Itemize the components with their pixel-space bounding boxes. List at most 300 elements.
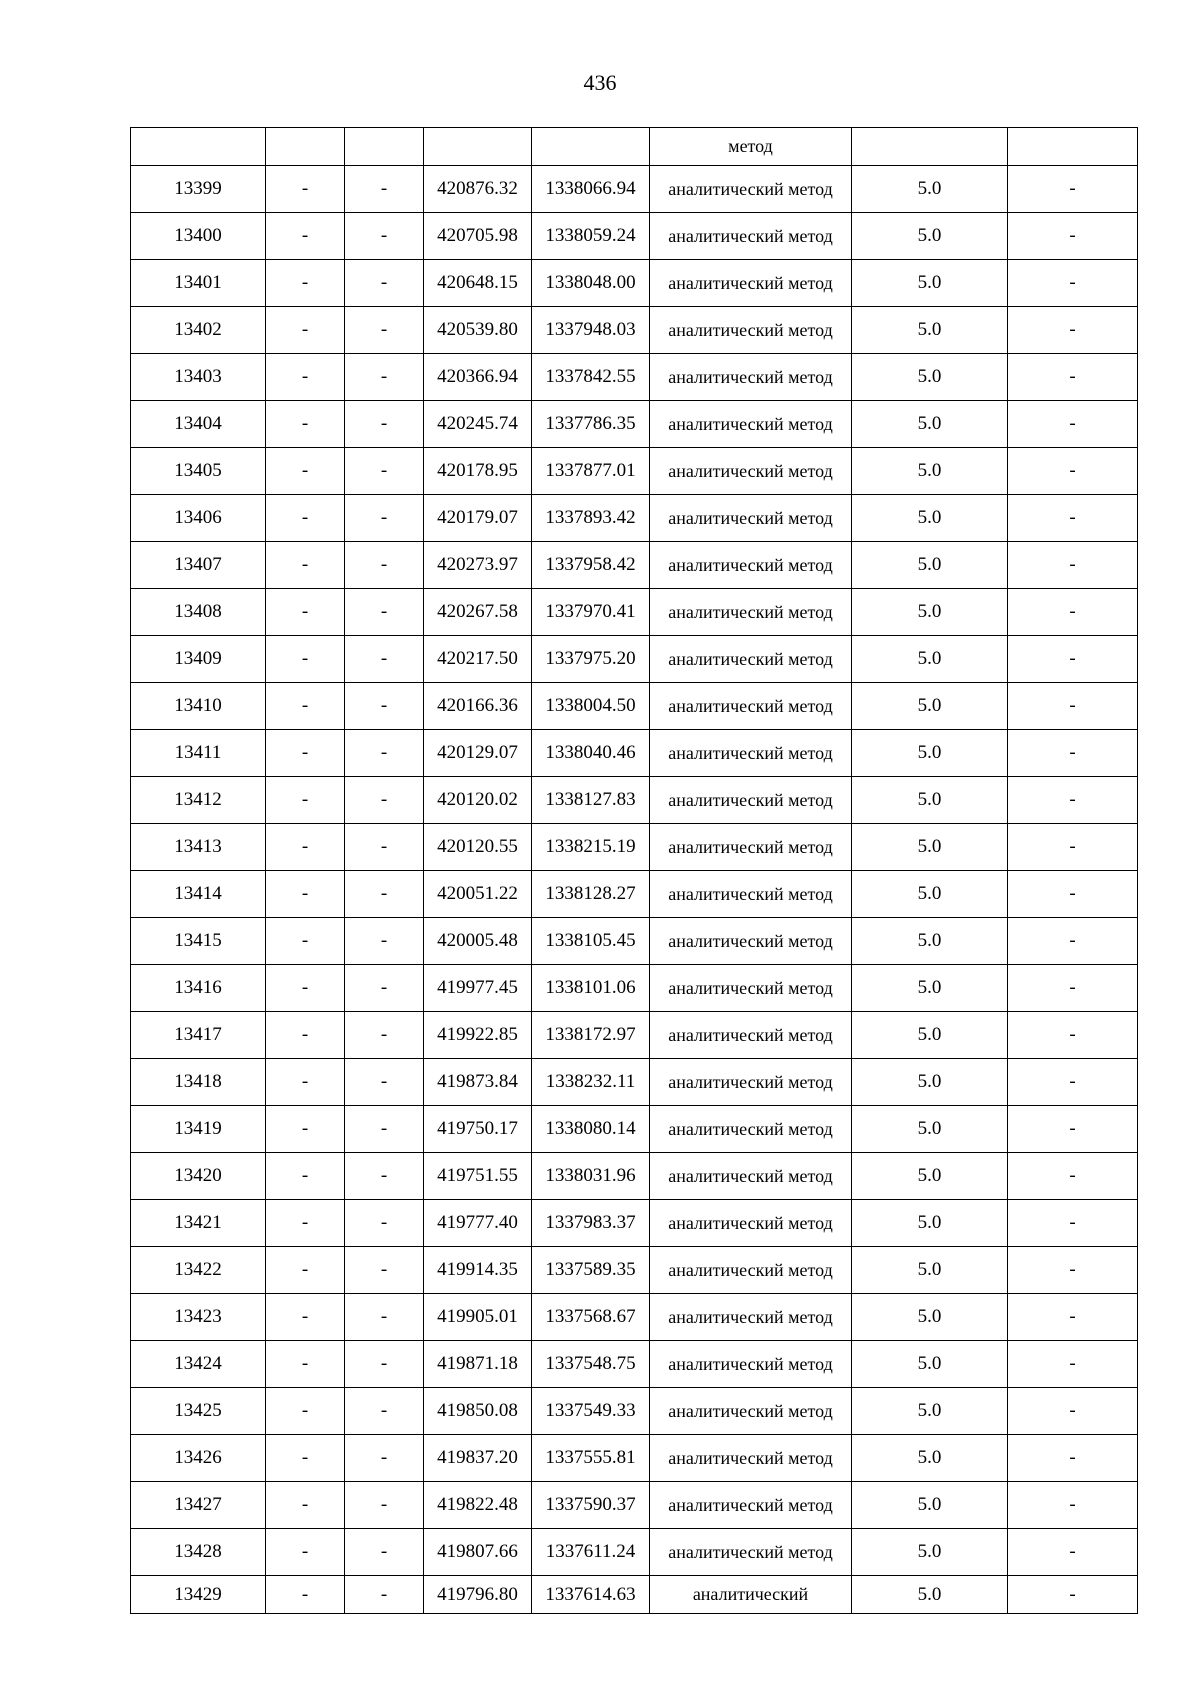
method-text: аналитический метод [668, 413, 833, 434]
method-text: аналитический метод [668, 1306, 833, 1327]
cell-point-number: 13420 [131, 1153, 266, 1200]
table-row [131, 1059, 1138, 1106]
cell-col3: - [345, 1153, 424, 1200]
cell-point-number: 13427 [131, 1482, 266, 1529]
cell-method [650, 1388, 852, 1435]
cell-point-number: 13412 [131, 777, 266, 824]
cell-y-coordinate: 1338105.45 [532, 918, 650, 965]
cell-y-coordinate: 1337970.41 [532, 589, 650, 636]
cell-col2: - [266, 1153, 345, 1200]
cell-x-coordinate: 419837.20 [424, 1435, 532, 1482]
table-row [131, 636, 1138, 683]
cell-y-coordinate: 1337590.37 [532, 1482, 650, 1529]
cell-method [650, 589, 852, 636]
table-row [131, 354, 1138, 401]
cell-col2: - [266, 354, 345, 401]
table-row [131, 213, 1138, 260]
cell-accuracy: 5.0 [852, 589, 1008, 636]
method-text: аналитический метод [668, 1118, 833, 1139]
cell-accuracy: 5.0 [852, 1576, 1008, 1614]
cell-x-coordinate: 420051.22 [424, 871, 532, 918]
cell-note: - [1008, 542, 1138, 589]
cell-y-coordinate: 1337983.37 [532, 1200, 650, 1247]
cell-col2: - [266, 401, 345, 448]
cell-accuracy: 5.0 [852, 260, 1008, 307]
cell-note: - [1008, 1435, 1138, 1482]
cell-method [650, 448, 852, 495]
cell-col2: - [266, 1482, 345, 1529]
cell-method [650, 495, 852, 542]
cell-col3: - [345, 260, 424, 307]
cell-x-coordinate: 419777.40 [424, 1200, 532, 1247]
cell-x-coordinate: 420245.74 [424, 401, 532, 448]
cell-accuracy: 5.0 [852, 1388, 1008, 1435]
cell-point-number: 13415 [131, 918, 266, 965]
cell-point-number: 13425 [131, 1388, 266, 1435]
cell-col3: - [345, 1200, 424, 1247]
cell-method [650, 1576, 852, 1614]
cell-note: - [1008, 1294, 1138, 1341]
cell-note: - [1008, 918, 1138, 965]
cell-point-number: 13401 [131, 260, 266, 307]
cell-col3: - [345, 1435, 424, 1482]
table-row [131, 1576, 1138, 1614]
cell-method [650, 260, 852, 307]
cell-col3: - [345, 1059, 424, 1106]
cell-note: - [1008, 1247, 1138, 1294]
cell-x-coordinate: 419807.66 [424, 1529, 532, 1576]
cell-col2: - [266, 1247, 345, 1294]
cell-x-coordinate: 419922.85 [424, 1012, 532, 1059]
cell-note: - [1008, 1529, 1138, 1576]
cell-accuracy: 5.0 [852, 213, 1008, 260]
cell-y-coordinate: 1337549.33 [532, 1388, 650, 1435]
cell-col2: - [266, 683, 345, 730]
cell-col2: - [266, 871, 345, 918]
cell-accuracy: 5.0 [852, 777, 1008, 824]
cell-point-number: 13428 [131, 1529, 266, 1576]
cell-y-coordinate: 1338059.24 [532, 213, 650, 260]
cell-x-coordinate: 420705.98 [424, 213, 532, 260]
cell-note: - [1008, 1388, 1138, 1435]
cell-method [650, 636, 852, 683]
cell-point-number: 13426 [131, 1435, 266, 1482]
cell-x-coordinate: 419796.80 [424, 1576, 532, 1614]
cell-note: - [1008, 683, 1138, 730]
cell-col2: - [266, 1576, 345, 1614]
cell-x-coordinate: 420217.50 [424, 636, 532, 683]
cell-accuracy: 5.0 [852, 636, 1008, 683]
table-row [131, 1294, 1138, 1341]
cell-col3: - [345, 636, 424, 683]
cell-point-number: 13421 [131, 1200, 266, 1247]
table-row [131, 495, 1138, 542]
cell-accuracy: 5.0 [852, 1529, 1008, 1576]
method-text: аналитический метод [668, 977, 833, 998]
cell-accuracy: 5.0 [852, 1341, 1008, 1388]
cell-note: - [1008, 307, 1138, 354]
cell-method [650, 542, 852, 589]
cell-note: - [1008, 730, 1138, 777]
cell-x-coordinate: 420178.95 [424, 448, 532, 495]
cell-col3: - [345, 1388, 424, 1435]
cell-method [650, 1529, 852, 1576]
cell-y-coordinate: 1337589.35 [532, 1247, 650, 1294]
cell-col3: - [345, 1482, 424, 1529]
method-text: аналитический метод [668, 1400, 833, 1421]
cell-y-coordinate: 1337877.01 [532, 448, 650, 495]
cell-note: - [1008, 354, 1138, 401]
cell-x-coordinate: 419977.45 [424, 965, 532, 1012]
cell-x-coordinate: 420366.94 [424, 354, 532, 401]
cell-method [650, 871, 852, 918]
cell-method [650, 1106, 852, 1153]
cell-point-number: 13403 [131, 354, 266, 401]
cell-method [650, 777, 852, 824]
cell-y-coordinate: 1337555.81 [532, 1435, 650, 1482]
cell-method [650, 824, 852, 871]
cell-note: - [1008, 1576, 1138, 1614]
cell-note: - [1008, 1200, 1138, 1247]
cell-point-number: 13408 [131, 589, 266, 636]
method-text: аналитический метод [668, 1259, 833, 1280]
cell-col2: - [266, 307, 345, 354]
method-text: аналитический метод [668, 319, 833, 340]
method-text: аналитический метод [668, 695, 833, 716]
cell-y-coordinate: 1338040.46 [532, 730, 650, 777]
table-row [131, 1012, 1138, 1059]
cell-col3: - [345, 307, 424, 354]
method-text: аналитический метод [668, 460, 833, 481]
cell-note: - [1008, 1012, 1138, 1059]
table-row [131, 1153, 1138, 1200]
cell-y-coordinate: 1337614.63 [532, 1576, 650, 1614]
cell-note: - [1008, 1341, 1138, 1388]
method-text: аналитический метод [668, 366, 833, 387]
cell-y-coordinate: 1337975.20 [532, 636, 650, 683]
table-row [131, 260, 1138, 307]
method-text: аналитический метод [668, 178, 833, 199]
cell-col2: - [266, 213, 345, 260]
cell-col3: - [345, 1012, 424, 1059]
cell-y-coordinate: 1338080.14 [532, 1106, 650, 1153]
cell-note: - [1008, 1482, 1138, 1529]
cell-accuracy: 5.0 [852, 1294, 1008, 1341]
cell-col3: - [345, 824, 424, 871]
cell-col2: - [266, 166, 345, 213]
method-text: аналитический метод [668, 1165, 833, 1186]
cell-y-coordinate: 1337548.75 [532, 1341, 650, 1388]
cell-y-coordinate: 1338172.97 [532, 1012, 650, 1059]
cell-x-coordinate: 419750.17 [424, 1106, 532, 1153]
cell-point-number: 13406 [131, 495, 266, 542]
cell-note: - [1008, 1106, 1138, 1153]
cell-x-coordinate: 419914.35 [424, 1247, 532, 1294]
method-text: аналитический метод [668, 883, 833, 904]
cell-col3: - [345, 448, 424, 495]
cell-col3: - [345, 589, 424, 636]
cell-point-number: 13400 [131, 213, 266, 260]
table-row [131, 918, 1138, 965]
cell-col3: - [345, 495, 424, 542]
cell-y-coordinate: 1337893.42 [532, 495, 650, 542]
cell-point-number: 13423 [131, 1294, 266, 1341]
table-row [131, 730, 1138, 777]
cell-y-coordinate: 1338066.94 [532, 166, 650, 213]
cell-col3: - [345, 871, 424, 918]
cell-method [650, 401, 852, 448]
cell-note: - [1008, 824, 1138, 871]
cell-method [650, 730, 852, 777]
cell-col3: - [345, 918, 424, 965]
cell-method [650, 354, 852, 401]
cell-method [650, 213, 852, 260]
cell-empty [1008, 128, 1138, 166]
method-text: аналитический метод [668, 1447, 833, 1468]
cell-note: - [1008, 589, 1138, 636]
cell-col3: - [345, 354, 424, 401]
cell-note: - [1008, 1153, 1138, 1200]
table-row [131, 401, 1138, 448]
table-row [131, 1106, 1138, 1153]
cell-col3: - [345, 683, 424, 730]
cell-method [650, 1341, 852, 1388]
cell-accuracy: 5.0 [852, 824, 1008, 871]
cell-method [650, 918, 852, 965]
page-number: 436 [583, 70, 617, 95]
cell-y-coordinate: 1338101.06 [532, 965, 650, 1012]
cell-y-coordinate: 1338215.19 [532, 824, 650, 871]
cell-x-coordinate: 420648.15 [424, 260, 532, 307]
cell-x-coordinate: 420876.32 [424, 166, 532, 213]
cell-note: - [1008, 871, 1138, 918]
cell-method-continuation: метод [650, 128, 852, 166]
cell-point-number: 13429 [131, 1576, 266, 1614]
cell-empty [131, 128, 266, 166]
cell-accuracy: 5.0 [852, 542, 1008, 589]
table-row [131, 683, 1138, 730]
cell-col3: - [345, 730, 424, 777]
cell-note: - [1008, 495, 1138, 542]
cell-col2: - [266, 965, 345, 1012]
cell-col2: - [266, 542, 345, 589]
cell-col2: - [266, 636, 345, 683]
cell-note: - [1008, 448, 1138, 495]
cell-method [650, 1435, 852, 1482]
method-text: аналитический метод [668, 789, 833, 810]
cell-col2: - [266, 824, 345, 871]
cell-method [650, 1012, 852, 1059]
cell-col2: - [266, 1106, 345, 1153]
cell-x-coordinate: 420120.02 [424, 777, 532, 824]
cell-point-number: 13416 [131, 965, 266, 1012]
cell-accuracy: 5.0 [852, 730, 1008, 777]
cell-note: - [1008, 260, 1138, 307]
cell-method [650, 307, 852, 354]
cell-point-number: 13419 [131, 1106, 266, 1153]
cell-col2: - [266, 1435, 345, 1482]
cell-point-number: 13410 [131, 683, 266, 730]
cell-col2: - [266, 495, 345, 542]
table-row [131, 871, 1138, 918]
cell-point-number: 13411 [131, 730, 266, 777]
cell-point-number: 13399 [131, 166, 266, 213]
method-text: аналитический [692, 1584, 809, 1604]
cell-accuracy: 5.0 [852, 166, 1008, 213]
cell-col3: - [345, 777, 424, 824]
cell-x-coordinate: 419850.08 [424, 1388, 532, 1435]
cell-x-coordinate: 420179.07 [424, 495, 532, 542]
cell-col3: - [345, 1529, 424, 1576]
cell-y-coordinate: 1337568.67 [532, 1294, 650, 1341]
table-row [131, 166, 1138, 213]
cell-x-coordinate: 420539.80 [424, 307, 532, 354]
method-text: аналитический метод [668, 1071, 833, 1092]
cell-method [650, 1153, 852, 1200]
cell-x-coordinate: 420267.58 [424, 589, 532, 636]
cell-accuracy: 5.0 [852, 1153, 1008, 1200]
method-text: аналитический метод [668, 225, 833, 246]
cell-accuracy: 5.0 [852, 495, 1008, 542]
cell-x-coordinate: 420166.36 [424, 683, 532, 730]
cell-empty [532, 128, 650, 166]
cell-point-number: 13409 [131, 636, 266, 683]
cell-point-number: 13422 [131, 1247, 266, 1294]
method-text: аналитический метод [668, 1024, 833, 1045]
cell-accuracy: 5.0 [852, 918, 1008, 965]
method-text: аналитический метод [668, 1541, 833, 1562]
method-text: аналитический метод [668, 930, 833, 951]
cell-y-coordinate: 1338232.11 [532, 1059, 650, 1106]
cell-point-number: 13402 [131, 307, 266, 354]
cell-accuracy: 5.0 [852, 1106, 1008, 1153]
cell-col3: - [345, 1294, 424, 1341]
cell-y-coordinate: 1338048.00 [532, 260, 650, 307]
table-row [131, 824, 1138, 871]
table-row [131, 1482, 1138, 1529]
method-text: аналитический метод [668, 1212, 833, 1233]
cell-point-number: 13418 [131, 1059, 266, 1106]
method-text: аналитический метод [668, 1353, 833, 1374]
cell-col2: - [266, 730, 345, 777]
cell-accuracy: 5.0 [852, 683, 1008, 730]
cell-note: - [1008, 1059, 1138, 1106]
cell-note: - [1008, 213, 1138, 260]
cell-col3: - [345, 965, 424, 1012]
table-row [131, 307, 1138, 354]
cell-x-coordinate: 420273.97 [424, 542, 532, 589]
cell-y-coordinate: 1338031.96 [532, 1153, 650, 1200]
cell-point-number: 13414 [131, 871, 266, 918]
cell-empty [345, 128, 424, 166]
cell-accuracy: 5.0 [852, 448, 1008, 495]
cell-col3: - [345, 542, 424, 589]
method-text: аналитический метод [668, 1494, 833, 1515]
cell-x-coordinate: 419822.48 [424, 1482, 532, 1529]
cell-empty [266, 128, 345, 166]
cell-point-number: 13404 [131, 401, 266, 448]
cell-note: - [1008, 636, 1138, 683]
cell-point-number: 13413 [131, 824, 266, 871]
continuation-row [131, 128, 1138, 166]
cell-col2: - [266, 777, 345, 824]
method-text: аналитический метод [668, 601, 833, 622]
cell-x-coordinate: 419905.01 [424, 1294, 532, 1341]
cell-note: - [1008, 166, 1138, 213]
cell-point-number: 13424 [131, 1341, 266, 1388]
cell-col3: - [345, 213, 424, 260]
method-text: аналитический метод [668, 507, 833, 528]
table-row [131, 542, 1138, 589]
table-row [131, 448, 1138, 495]
cell-accuracy: 5.0 [852, 871, 1008, 918]
table-row [131, 777, 1138, 824]
cell-col2: - [266, 1529, 345, 1576]
cell-col2: - [266, 448, 345, 495]
method-text: аналитический метод [668, 648, 833, 669]
cell-point-number: 13407 [131, 542, 266, 589]
cell-accuracy: 5.0 [852, 965, 1008, 1012]
cell-col3: - [345, 1247, 424, 1294]
cell-x-coordinate: 419873.84 [424, 1059, 532, 1106]
cell-col2: - [266, 1294, 345, 1341]
cell-method [650, 166, 852, 213]
cell-method [650, 1247, 852, 1294]
table-row [131, 1529, 1138, 1576]
cell-col3: - [345, 1576, 424, 1614]
cell-accuracy: 5.0 [852, 1247, 1008, 1294]
cell-col3: - [345, 1341, 424, 1388]
cell-y-coordinate: 1338127.83 [532, 777, 650, 824]
cell-col3: - [345, 1106, 424, 1153]
cell-method [650, 683, 852, 730]
cell-method [650, 1294, 852, 1341]
cell-empty [424, 128, 532, 166]
table-row [131, 589, 1138, 636]
table-row [131, 1435, 1138, 1482]
cell-empty [852, 128, 1008, 166]
cell-note: - [1008, 965, 1138, 1012]
cell-method [650, 965, 852, 1012]
cell-accuracy: 5.0 [852, 1482, 1008, 1529]
table-row [131, 965, 1138, 1012]
cell-col2: - [266, 1341, 345, 1388]
cell-col2: - [266, 1059, 345, 1106]
table-row [131, 1200, 1138, 1247]
cell-col2: - [266, 589, 345, 636]
cell-x-coordinate: 420005.48 [424, 918, 532, 965]
method-text: аналитический метод [668, 836, 833, 857]
cell-accuracy: 5.0 [852, 401, 1008, 448]
cell-accuracy: 5.0 [852, 1012, 1008, 1059]
cell-accuracy: 5.0 [852, 354, 1008, 401]
table-row [131, 1247, 1138, 1294]
cell-col3: - [345, 401, 424, 448]
coordinates-table [130, 127, 1138, 1614]
method-text: аналитический метод [668, 742, 833, 763]
cell-accuracy: 5.0 [852, 1059, 1008, 1106]
cell-point-number: 13405 [131, 448, 266, 495]
cell-accuracy: 5.0 [852, 1435, 1008, 1482]
cell-accuracy: 5.0 [852, 1200, 1008, 1247]
cell-col2: - [266, 1012, 345, 1059]
cell-y-coordinate: 1338128.27 [532, 871, 650, 918]
method-text: аналитический метод [668, 272, 833, 293]
cell-col2: - [266, 1388, 345, 1435]
cell-method [650, 1059, 852, 1106]
method-text: аналитический метод [668, 554, 833, 575]
cell-accuracy: 5.0 [852, 307, 1008, 354]
